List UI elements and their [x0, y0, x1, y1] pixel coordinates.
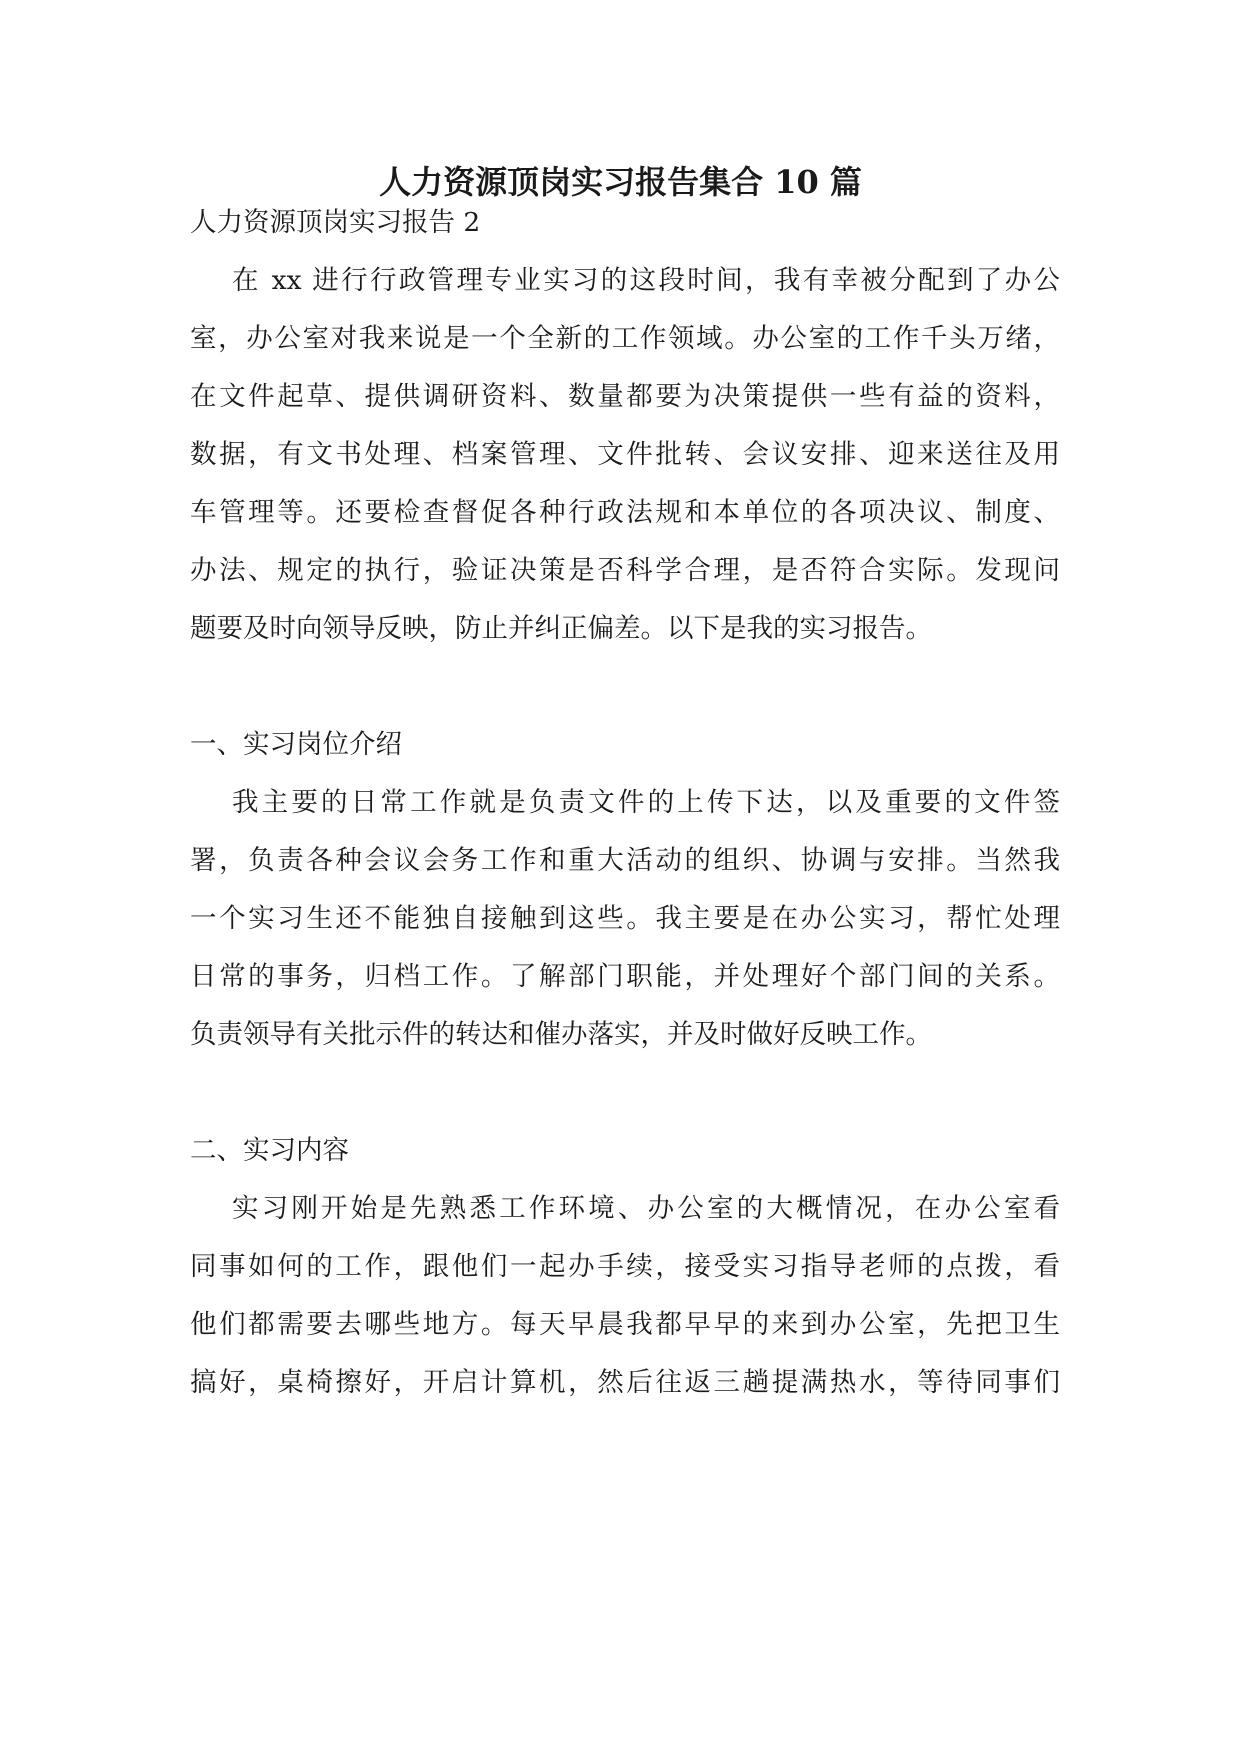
paragraph-line: 在 xx 进行行政管理专业实习的这段时间，我有幸被分配到了办公 [232, 265, 1060, 296]
paragraph-line: 日常的事务，归档工作。了解部门职能，并处理好个部门间的关系。 [190, 961, 1060, 992]
paragraph-line: 办法、规定的执行，验证决策是否科学合理，是否符合实际。发现问 [190, 555, 1060, 586]
paragraph-line: 车管理等。还要检查督促各种行政法规和本单位的各项决议、制度、 [190, 497, 1060, 528]
paragraph-line: 署，负责各种会议会务工作和重大活动的组织、协调与安排。当然我 [190, 845, 1060, 876]
paragraph-line: 我主要的日常工作就是负责文件的上传下达，以及重要的文件签 [232, 787, 1060, 818]
document-title: 人力资源顶岗实习报告集合 10 篇 [379, 163, 862, 201]
paragraph-line: 室，办公室对我来说是一个全新的工作领域。办公室的工作千头万绪， [190, 323, 1060, 354]
paragraph-line: 搞好，桌椅擦好，开启计算机，然后往返三趟提满热水，等待同事们 [190, 1367, 1060, 1398]
paragraph-line: 同事如何的工作，跟他们一起办手续，接受实习指导老师的点拨，看 [190, 1251, 1060, 1282]
section-heading: 二、实习内容 [190, 1135, 349, 1166]
paragraph-line: 一个实习生还不能独自接触到这些。我主要是在办公实习，帮忙处理 [190, 903, 1060, 934]
paragraph-line: 实习刚开始是先熟悉工作环境、办公室的大概情况，在办公室看 [232, 1193, 1060, 1224]
report-subtitle: 人力资源顶岗实习报告 2 [190, 207, 481, 238]
paragraph-line: 他们都需要去哪些地方。每天早晨我都早早的来到办公室，先把卫生 [190, 1309, 1060, 1340]
paragraph-line: 负责领导有关批示件的转达和催办落实，并及时做好反映工作。 [190, 1019, 932, 1050]
paragraph-line: 数据，有文书处理、档案管理、文件批转、会议安排、迎来送往及用 [190, 439, 1060, 470]
section-heading: 一、实习岗位介绍 [190, 729, 402, 760]
paragraph-line: 在文件起草、提供调研资料、数量都要为决策提供一些有益的资料， [190, 381, 1060, 412]
paragraph-line: 题要及时向领导反映，防止并纠正偏差。以下是我的实习报告。 [190, 613, 932, 644]
